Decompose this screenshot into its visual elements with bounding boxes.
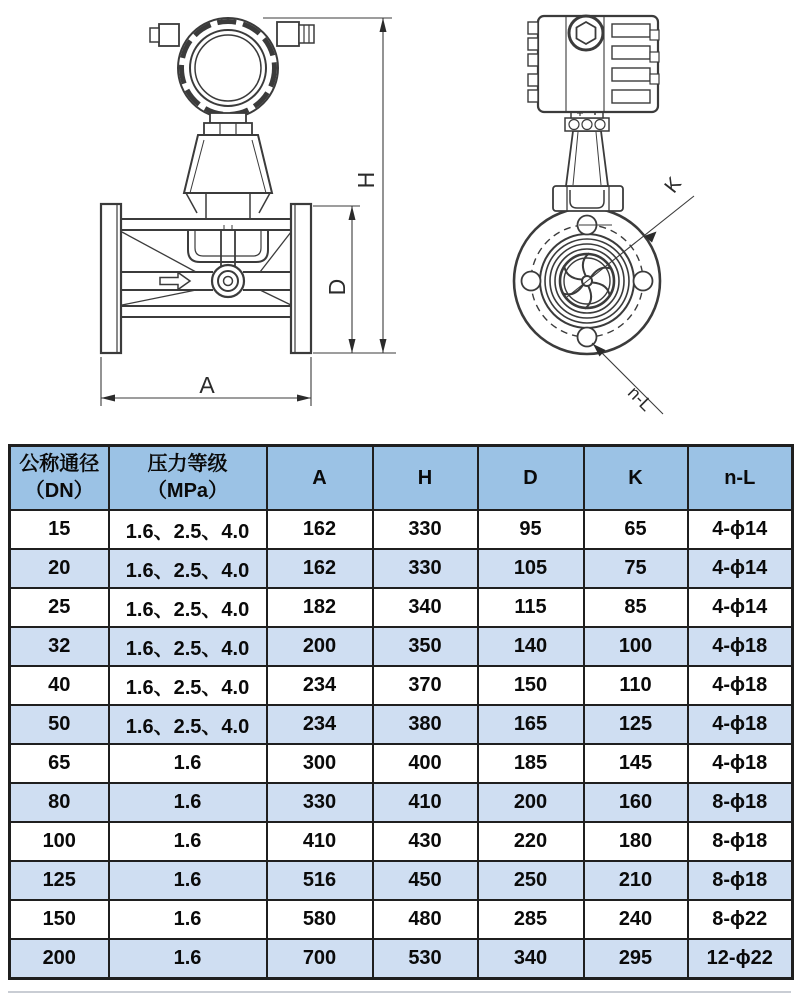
cell-nl: 4-ϕ14 (688, 510, 793, 549)
table-row (10, 510, 793, 549)
cell-h: 370 (373, 666, 478, 705)
technical-drawings (0, 0, 800, 440)
flow-direction-arrow (160, 273, 190, 290)
cell-dn: 200 (10, 939, 109, 979)
cell-k: 210 (584, 861, 688, 900)
cell-nl: 8-ϕ18 (688, 822, 793, 861)
cell-nl: 4-ϕ18 (688, 666, 793, 705)
cell-k: 240 (584, 900, 688, 939)
cell-mpa: 1.6、2.5、4.0 (109, 549, 267, 588)
cell-d: 220 (478, 822, 584, 861)
cell-dn: 80 (10, 783, 109, 822)
cell-dn: 125 (10, 861, 109, 900)
cell-mpa: 1.6、2.5、4.0 (109, 666, 267, 705)
front-view (101, 18, 396, 406)
header-mpa-line2: （MPa） (146, 480, 229, 502)
cell-k: 65 (584, 510, 688, 549)
table-row (10, 588, 793, 627)
cell-nl: 8-ϕ18 (688, 861, 793, 900)
cell-dn: 65 (10, 744, 109, 783)
cell-k: 100 (584, 627, 688, 666)
cell-dn: 100 (10, 822, 109, 861)
dim-label-nl: n-L (623, 382, 657, 416)
header-dn-line2: （DN） (24, 480, 94, 502)
header-cell-k: K (584, 446, 688, 511)
table-row (10, 783, 793, 822)
cell-h: 530 (373, 939, 478, 979)
header-cell-a: A (267, 446, 373, 511)
cell-k: 295 (584, 939, 688, 979)
cell-h: 410 (373, 783, 478, 822)
cell-d: 165 (478, 705, 584, 744)
cell-k: 75 (584, 549, 688, 588)
table-row (10, 744, 793, 783)
spec-table (8, 444, 794, 980)
cell-nl: 4-ϕ14 (688, 549, 793, 588)
cell-k: 160 (584, 783, 688, 822)
cell-h: 380 (373, 705, 478, 744)
cell-h: 340 (373, 588, 478, 627)
cell-a: 162 (267, 549, 373, 588)
cell-dn: 25 (10, 588, 109, 627)
spec-table-body (10, 510, 793, 979)
cell-h: 430 (373, 822, 478, 861)
cell-nl: 4-ϕ18 (688, 705, 793, 744)
cell-nl: 8-ϕ22 (688, 900, 793, 939)
cell-h: 400 (373, 744, 478, 783)
cell-dn: 150 (10, 900, 109, 939)
spec-table-header (10, 446, 793, 511)
cell-d: 95 (478, 510, 584, 549)
flowmeter-dimension-drawing (0, 0, 800, 440)
cell-mpa: 1.6 (109, 861, 267, 900)
cell-h: 450 (373, 861, 478, 900)
cell-nl: 12-ϕ22 (688, 939, 793, 979)
table-row (10, 861, 793, 900)
cell-dn: 50 (10, 705, 109, 744)
cell-nl: 4-ϕ14 (688, 588, 793, 627)
cell-mpa: 1.6、2.5、4.0 (109, 627, 267, 666)
cell-nl: 8-ϕ18 (688, 783, 793, 822)
cell-k: 145 (584, 744, 688, 783)
cell-mpa: 1.6、2.5、4.0 (109, 588, 267, 627)
cell-mpa: 1.6 (109, 744, 267, 783)
cell-a: 580 (267, 900, 373, 939)
side-view (514, 16, 694, 414)
header-dn-line1: 公称通径 (19, 453, 100, 475)
cell-dn: 20 (10, 549, 109, 588)
dim-label-d: D (324, 278, 350, 296)
header-mpa-line1: 压力等级 (147, 453, 228, 475)
cell-dn: 32 (10, 627, 109, 666)
dim-label-h: H (353, 171, 379, 189)
table-row (10, 705, 793, 744)
header-cell-nl: n-L (688, 446, 793, 511)
cell-mpa: 1.6 (109, 783, 267, 822)
cell-d: 250 (478, 861, 584, 900)
cell-k: 180 (584, 822, 688, 861)
dim-label-a: A (199, 372, 215, 398)
table-row (10, 939, 793, 979)
cell-d: 140 (478, 627, 584, 666)
cell-mpa: 1.6 (109, 900, 267, 939)
cell-dn: 40 (10, 666, 109, 705)
cell-k: 110 (584, 666, 688, 705)
cell-h: 350 (373, 627, 478, 666)
cell-d: 340 (478, 939, 584, 979)
header-cell-pressure (109, 446, 267, 511)
cell-a: 162 (267, 510, 373, 549)
cell-a: 330 (267, 783, 373, 822)
cell-nl: 4-ϕ18 (688, 627, 793, 666)
next-row-edge (8, 991, 791, 993)
table-row (10, 549, 793, 588)
cell-mpa: 1.6 (109, 822, 267, 861)
cell-mpa: 1.6、2.5、4.0 (109, 705, 267, 744)
dim-label-k: K (660, 173, 687, 198)
cell-a: 700 (267, 939, 373, 979)
cell-dn: 15 (10, 510, 109, 549)
cell-a: 182 (267, 588, 373, 627)
table-row (10, 627, 793, 666)
cell-d: 105 (478, 549, 584, 588)
header-cell-dn (10, 446, 109, 511)
cell-a: 410 (267, 822, 373, 861)
cell-a: 234 (267, 666, 373, 705)
cell-d: 150 (478, 666, 584, 705)
header-cell-d: D (478, 446, 584, 511)
cell-a: 516 (267, 861, 373, 900)
table-row (10, 666, 793, 705)
cell-k: 125 (584, 705, 688, 744)
cell-mpa: 1.6、2.5、4.0 (109, 510, 267, 549)
cell-h: 330 (373, 510, 478, 549)
cell-h: 480 (373, 900, 478, 939)
cell-d: 185 (478, 744, 584, 783)
cell-k: 85 (584, 588, 688, 627)
cell-d: 115 (478, 588, 584, 627)
cell-d: 285 (478, 900, 584, 939)
cell-nl: 4-ϕ18 (688, 744, 793, 783)
cell-a: 300 (267, 744, 373, 783)
cell-d: 200 (478, 783, 584, 822)
cell-a: 200 (267, 627, 373, 666)
table-row (10, 900, 793, 939)
table-row (10, 822, 793, 861)
cell-h: 330 (373, 549, 478, 588)
header-row (10, 446, 793, 511)
cell-a: 234 (267, 705, 373, 744)
header-cell-h: H (373, 446, 478, 511)
cell-mpa: 1.6 (109, 939, 267, 979)
